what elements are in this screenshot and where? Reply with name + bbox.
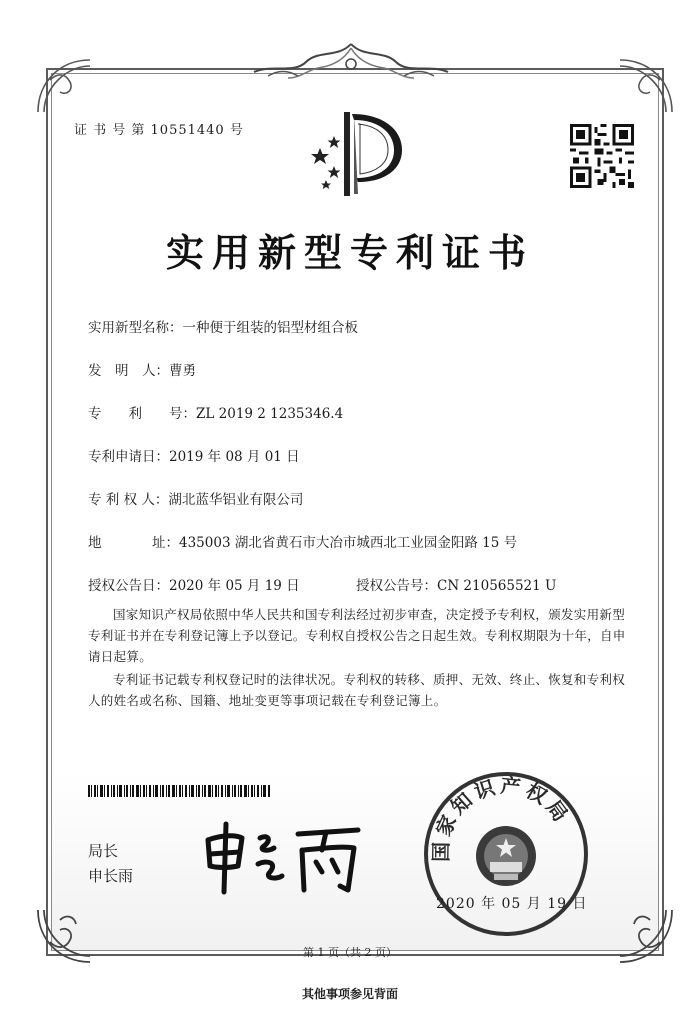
director-signature bbox=[198, 810, 368, 898]
utility-name-label: 实用新型名称： bbox=[88, 320, 183, 336]
page-number: 第 1 页（共 2 页） bbox=[303, 946, 397, 959]
director-name: 申长雨 bbox=[88, 867, 134, 885]
announce-date-row bbox=[88, 574, 300, 594]
certificate-number: 证 书 号 第 10551440 号 bbox=[74, 123, 244, 138]
patentee-row bbox=[88, 488, 303, 508]
filing-date-label: 专利申请日： bbox=[88, 449, 169, 465]
announce-number-value: CN 210565521 U bbox=[437, 578, 557, 594]
director-title: 局长 bbox=[88, 842, 119, 860]
address-label-end: 址： bbox=[152, 535, 179, 551]
grant-statement: 国家知识产权局依照中华人民共和国专利法经过初步审查，决定授予专利权，颁发实用新型专利证书并在专利登记簿上予以登记。专利权自授权公告之日起生效。专利权期限为十年，自申请日起算。 bbox=[88, 607, 626, 664]
patent-number-label: 专 利 号： bbox=[88, 406, 196, 422]
utility-name-value: 一种便于组装的铝型材组合板 bbox=[182, 320, 358, 336]
announce-date-value: 2020 年 05 月 19 日 bbox=[169, 578, 300, 594]
patent-number-row bbox=[88, 402, 343, 422]
inventor-value: 曹勇 bbox=[169, 363, 196, 379]
barcode bbox=[88, 785, 270, 797]
announce-number-row bbox=[356, 574, 556, 594]
corner-ornament-top-left bbox=[30, 52, 100, 122]
inventor-label: 发 明 人： bbox=[88, 363, 169, 379]
announce-number-label: 授权公告号： bbox=[356, 578, 437, 594]
patent-office-emblem bbox=[298, 108, 414, 200]
patentee-value: 湖北蓝华铝业有限公司 bbox=[168, 492, 304, 508]
address-label-start: 地 bbox=[88, 535, 102, 551]
legal-status-statement: 专利证书记载专利权登记时的法律状况。专利权的转移、质押、无效、终止、恢复和专利权人的姓名或名称、国籍、地址变更等事项记载在专利登记簿上。 bbox=[88, 672, 626, 708]
address-row bbox=[88, 531, 517, 551]
seal-text: 国家知识产权局 bbox=[428, 773, 576, 863]
corner-ornament-top-right bbox=[610, 52, 680, 122]
inventor-row bbox=[88, 359, 196, 379]
footer-note: 其他事项参见背面 bbox=[301, 987, 398, 1001]
seal-date: 2020 年 05 月 19 日 bbox=[436, 896, 588, 912]
top-ornament bbox=[248, 40, 454, 84]
address-value: 435003 湖北省黄石市大冶市城西北工业园金阳路 15 号 bbox=[179, 535, 518, 551]
filing-date-row bbox=[88, 445, 300, 465]
patentee-label: 专 利 权 人： bbox=[88, 492, 169, 508]
utility-name-row bbox=[88, 316, 358, 336]
qr-code bbox=[570, 124, 634, 188]
certificate-title: 实用新型专利证书 bbox=[165, 230, 534, 275]
filing-date-value: 2019 年 08 月 01 日 bbox=[169, 449, 300, 465]
announce-date-label: 授权公告日： bbox=[88, 578, 169, 594]
patent-number-value: ZL 2019 2 1235346.4 bbox=[196, 406, 344, 422]
